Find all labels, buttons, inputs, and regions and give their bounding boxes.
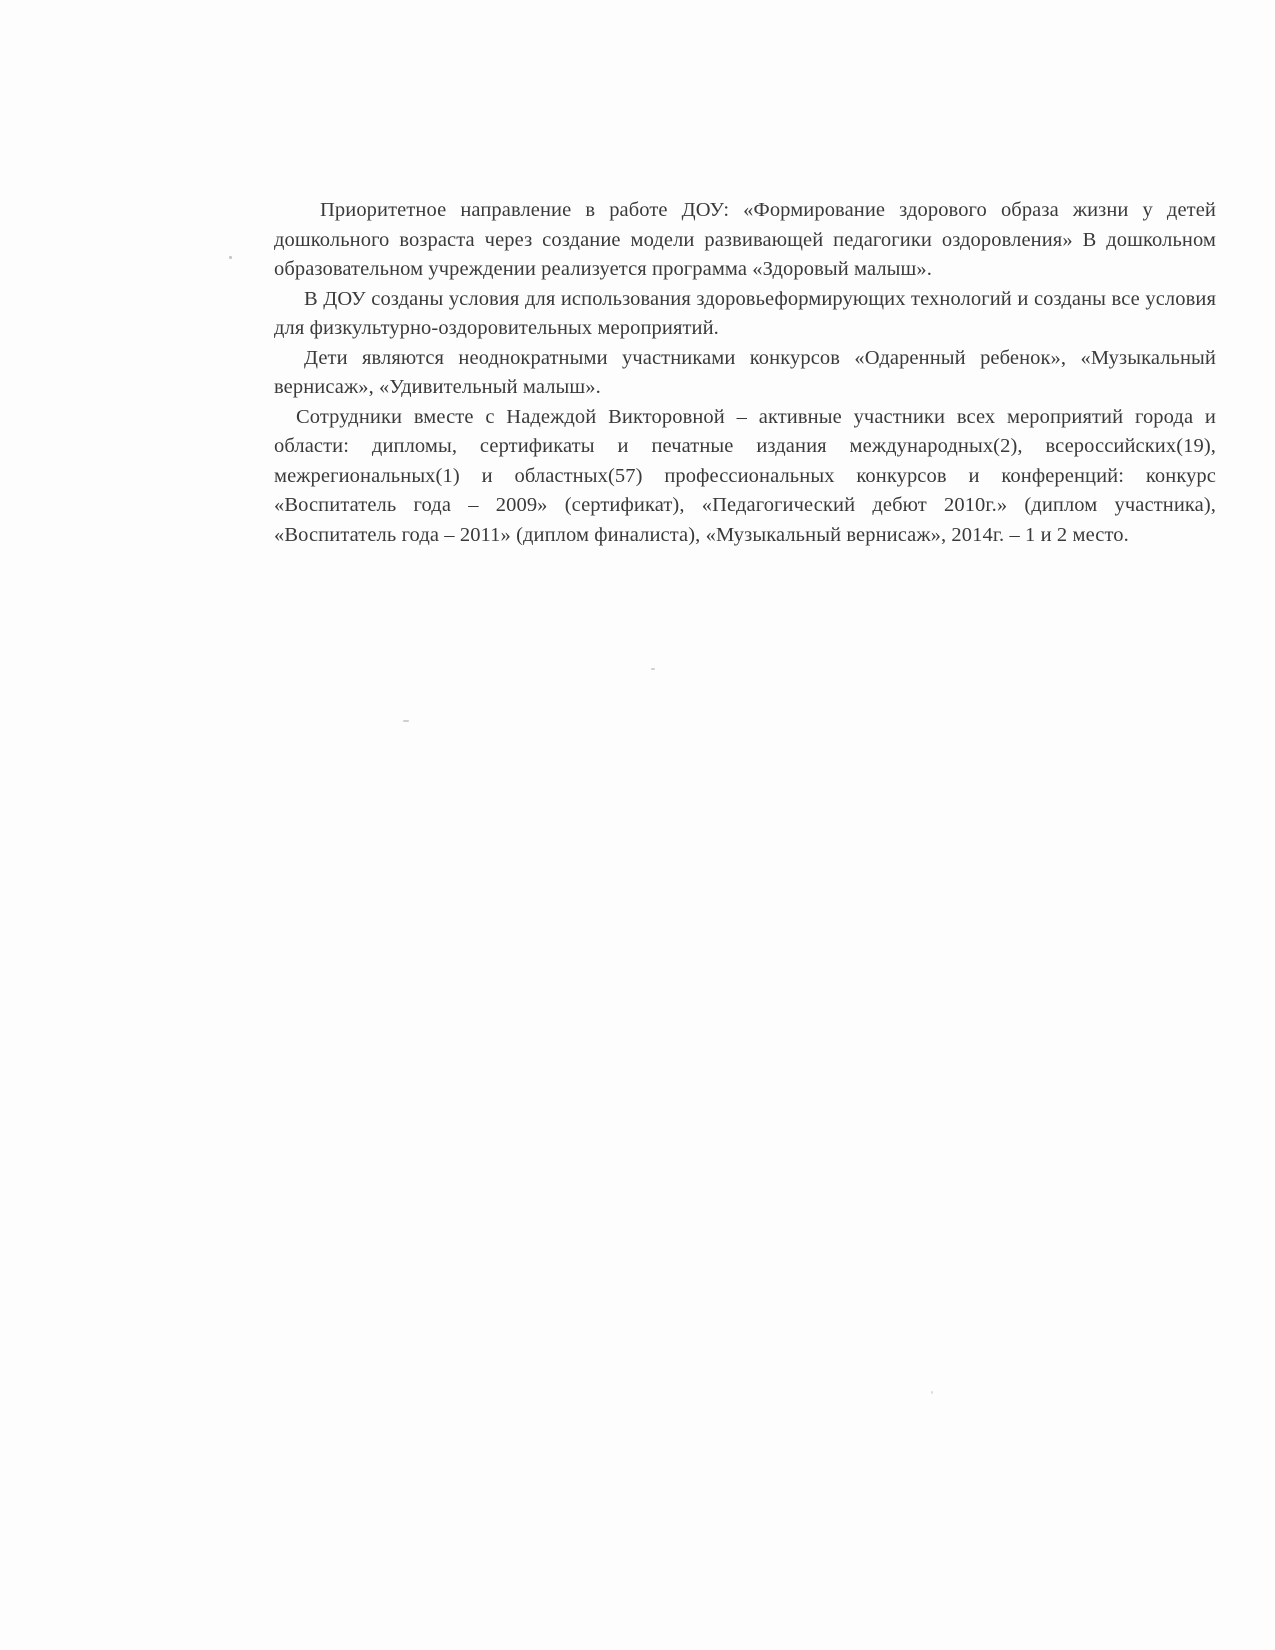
paragraph-priority-direction: Приоритетное направление в работе ДОУ: «Формирование здорового образа жизни у детей дошкольного возраста через создание модели развивающей педагогики оздоровления» В дошкольном образовательном учреждении реализуется программа «Здоровый малыш». <box>274 199 1216 280</box>
paragraph-children-contests: Дети являются неоднократными участниками конкурсов «Одаренный ребенок», «Музыкальный вернисаж», «Удивительный малыш». <box>274 346 1216 398</box>
paragraph-staff-achievements: Сотрудники вместе с Надеждой Викторовной – активные участники всех мероприятий города и области: дипломы, сертификаты и печатные издания международных(2), всероссийских(19), межрегиональных(1) и областных(57) профессиональных конкурсов и конференций: конкурс «Воспитатель года – 2009» (сертификат), «Педагогический дебют 2010г.» (диплом участника), «Воспитатель года – 2011» (диплом финалиста), «Музыкальный вернисаж», 2014г. – 1 и 2 место. <box>274 405 1216 546</box>
scan-speck <box>931 1391 933 1394</box>
scan-speck <box>651 668 655 670</box>
scan-speck <box>229 256 232 259</box>
paragraph-conditions: В ДОУ созданы условия для использования здоровьеформирующих технологий и созданы все условия для физкультурно-оздоровительных мероприятий. <box>274 287 1216 339</box>
document-body <box>274 196 1216 550</box>
scan-speck <box>403 720 409 722</box>
